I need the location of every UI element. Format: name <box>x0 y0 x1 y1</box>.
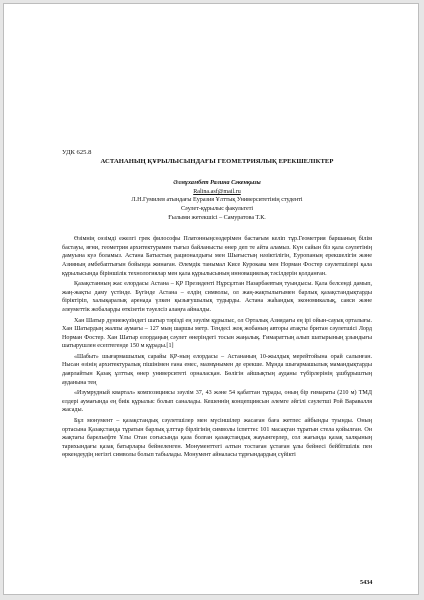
page-number: 5434 <box>360 579 373 586</box>
article-body <box>62 149 372 462</box>
author-email-link[interactable]: Ralina.asf@mail.ru <box>193 188 241 195</box>
document-page <box>3 3 419 595</box>
paragraph: Хан Шатыр дүниежүзіндегі шатыр тәрізді ең зәулім құрылыс, ол Орталық Азиядағы ең ірі ойын-сауық орталығы. Хан Шатырдың жалпы аумағы – 127 мың шаршы метр. Тендесі жоқ жобаның авторы атақты британ сәулетшісі Лорд Норман Фостер. Хан Шатыр елордаңың сәулет өнеріндегі тосын жаңалық. Ғимараттың алып шатырының ұзындығы шатырушлен есептегенде 150 м құрады.[1] <box>62 317 372 350</box>
paragraph: «Шабыт» шығармашылық сарайы ҚР-ның елордасы – Астананың 10-жылдық мерейтойына орай салынған. Нысан өзінің архитектуралық пішінімен ғана емес, мазмұнымен де ерекше. Мұнда шығармашылық мамандықтарды даярлайтын Қазақ ұлттық өнер университеті орналасқан. Бөлігін айшықтың ауданы түбірлерінің ұшбұрыштың ауданына тең <box>62 353 372 386</box>
paragraph: Бұл монумент – қазақстандық сәулетшілер мен мүсіншілер жасаған баға жетпес айбынды туынды. Оның ортасына Қазақстанда тұратын барлық ұлттар бірлігінің символы іспеттес 101 масақтан тұратын стела қойылған. Он жақтағы барельефте Ұлы Отан соғысында қаза болған қазақстандық жауынгерлер, сол жағында қазақ халқының тарихындағы қазақ батырлары бейнеленген. Монументтегі алтын тостаған ұстаған ұлы бейнесі бейбітшілік пен өркендеудің негізгі символы болып табылады. Монумент айналасы тұрғындардың сүйікті <box>62 418 372 459</box>
udk-code: УДК 625.8 <box>62 149 92 156</box>
author-name: Әлмұхамбет Ралина Сәкенқызы <box>173 180 261 187</box>
supervisor: Ғылыми жетекшісі – Самуратова Т.К. <box>168 214 266 221</box>
paragraph: «Изумрудный квартал» композициясы зәулім 37, 43 және 54 қабаттан тұрады, оның бір ғимараты (210 м) ТМД елдері аумағында ең биік құрылыс болып саналады. Кешеннің концепциясын әлемге әйгілі сәулетші Рой Варавалля жасады. <box>62 390 372 414</box>
paragraph: Өзімнің сөзімді ежелгі грек философы Платонныңсөздерімен бастағым келіп тұр.Геометрия баршаның білім бастауы, яғни, геометрия архитектурамен тығыз байланысты өнер деп те айта аламыз. Күн сайын біз қала сәулетінің дамуына куә боламыз. Астана Батыстың рационалдығы мен Шығыстың нәзіктілігін, Еуропаның ерекшелігін және Азияның әмбебаптығын бойында жинаған. Әлемдік танымал Кисе Курокава мен Норман Фостер сәулетшілері қала құрылысында біріншілік технологиялар мен қала құрылысының инновациялық тәсілдерін қолданған. <box>62 236 372 277</box>
author-affiliation: Л.Н.Гумилев атындағы Еуразия Ұлттық Университетінің студенті <box>131 197 303 204</box>
faculty-name: Сәулет-құрылыс факультеті <box>180 205 254 212</box>
paragraph: Қазақстанның жас елордасы Астана – ҚР Президенті Нұрсұлтан Назарбаевтың туындысы. Қала белсенді дамып, жаң-жақты даму үстінде. Бүгінде Астана – елдің символы, ол жаң-жақтылығымен барлық қазақстандықтарды біріктіріп, халықаралық аренада үлкен қызығушылық тудырды. Астана жаһандық экономикалық, саяси және әлеуметтік жобаларды өткізетін тәуелсіз алаңға айналды. <box>62 281 372 313</box>
article-title: АСТАНАНЫҢ ҚҰРЫЛЫСЫНДАҒЫ ГЕОМЕТРИЯЛЫҚ ЕРЕКШЕЛІКТЕР <box>100 157 334 165</box>
